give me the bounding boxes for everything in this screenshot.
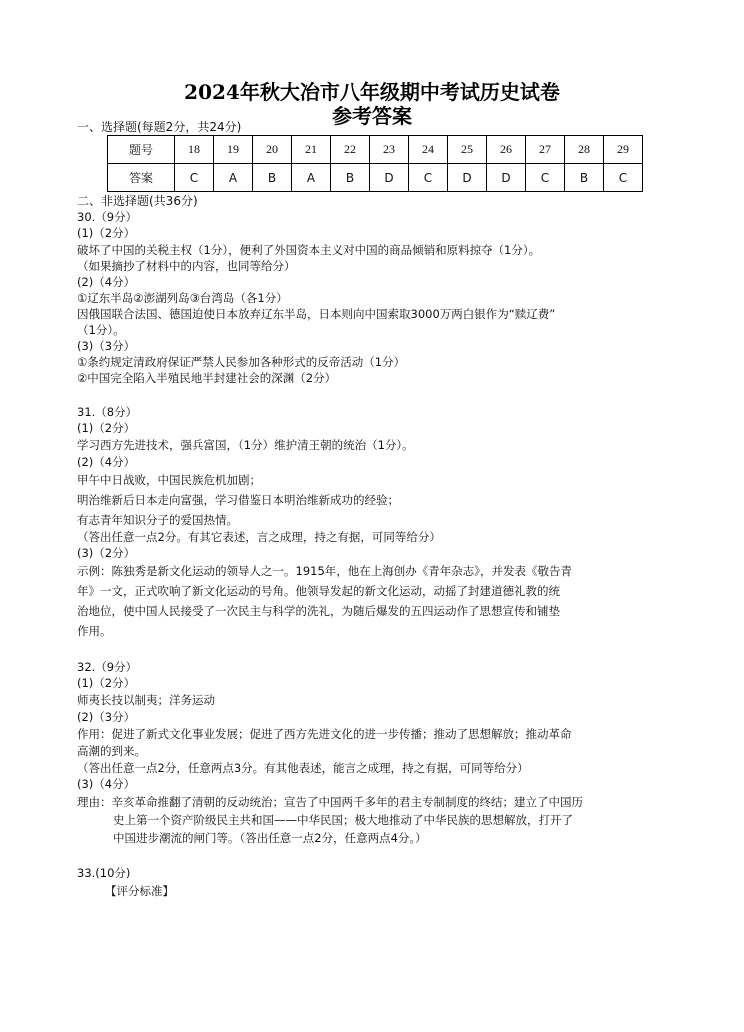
answer-cell: B — [253, 164, 292, 192]
answer-row — [108, 164, 643, 192]
section-1-heading: 一、选择题(每题2分，共24分) — [77, 120, 242, 134]
answer-cell: D — [448, 164, 487, 192]
question-number-row — [108, 136, 643, 164]
answer-line: 学习西方先进技术，强兵富国，（1分）维护清王朝的统治（1分）。 — [77, 438, 414, 452]
question-number: 22 — [331, 136, 370, 164]
answer-line: ②中国完全陷入半殖民地半封建社会的深渊（2分） — [77, 371, 337, 385]
answer-line: (2)（3分） — [77, 710, 136, 724]
answer-line: 因俄国联合法国、德国迫使日本放弃辽东半岛，日本则向中国索取3000万两白银作为“赎辽费” — [77, 307, 556, 321]
answer-line: 甲午中日战败，中国民族危机加剧； — [77, 473, 261, 487]
question-number: 20 — [253, 136, 292, 164]
row-header-answer: 答案 — [108, 164, 175, 192]
answer-table — [107, 135, 643, 192]
question-number: 21 — [292, 136, 331, 164]
exam-subtitle: 参考答案 — [332, 104, 412, 128]
question-number: 27 — [526, 136, 565, 164]
answer-line: (2)（4分） — [77, 455, 136, 469]
answer-line: (3)（4分） — [77, 777, 136, 791]
answer-line: (2)（4分） — [77, 275, 136, 289]
question-number: 29 — [604, 136, 643, 164]
question-number: 25 — [448, 136, 487, 164]
answer-line: 作用：促进了新式文化事业发展；促进了西方先进文化的进一步传播；推动了思想解放；推动革命 — [77, 727, 572, 741]
scoring-standard-label: 【评分标准】 — [105, 884, 174, 898]
answer-line: 有志青年知识分子的爱国热情。 — [77, 513, 238, 527]
answer-line: ①辽东半岛②澎湖列岛③台湾岛（各1分） — [77, 291, 288, 305]
answer-line: 示例：陈独秀是新文化运动的领导人之一。1915年，他在上海创办《青年杂志》，并发表《敬告青 — [77, 564, 573, 578]
answer-cell: B — [331, 164, 370, 192]
question-number: 26 — [487, 136, 526, 164]
section-2-heading: 二、非选择题(共36分) — [77, 194, 198, 208]
question-number: 19 — [214, 136, 253, 164]
answer-line: 师夷长技以制夷；洋务运动 — [77, 693, 215, 707]
answer-cell: A — [214, 164, 253, 192]
answer-line: （如果摘抄了材料中的内容，也同等给分） — [77, 259, 296, 273]
answer-line: （答出任意一点2分，任意两点3分。有其他表述，能言之成理，持之有据，可同等给分） — [77, 761, 529, 775]
question-number: 24 — [409, 136, 448, 164]
answer-cell: A — [292, 164, 331, 192]
question-heading: 30.（9分） — [77, 210, 138, 224]
answer-line: 明治维新后日本走向富强，学习借鉴日本明治维新成功的经验； — [77, 493, 399, 507]
answer-line: (1)（2分） — [77, 226, 136, 240]
answer-line: 史上第一个资产阶级民主共和国——中华民国；极大地推动了中华民族的思想解放，打开了 — [113, 813, 573, 827]
answer-line: 破坏了中国的关税主权（1分），便利了外国资本主义对中国的商品倾销和原料掠夺（1分）。 — [77, 243, 541, 257]
answer-cell: C — [409, 164, 448, 192]
answer-line: 高潮的到来。 — [77, 744, 146, 758]
answer-line: （答出任意一点2分。有其它表述，言之成理，持之有据，可同等给分） — [77, 530, 441, 544]
answer-line: 中国进步潮流的闸门等。（答出任意一点2分，任意两点4分。） — [113, 831, 427, 845]
question-number: 18 — [175, 136, 214, 164]
answer-cell: D — [370, 164, 409, 192]
question-heading: 33.(10分) — [77, 866, 131, 880]
answer-cell: C — [604, 164, 643, 192]
answer-line: ①条约规定清政府保证严禁人民参加各种形式的反帝活动（1分） — [77, 355, 406, 369]
answer-cell: D — [487, 164, 526, 192]
answer-cell: C — [526, 164, 565, 192]
question-number: 28 — [565, 136, 604, 164]
answer-line: （1分）。 — [77, 323, 125, 337]
answer-line: 治地位，使中国人民接受了一次民主与科学的洗礼，为随后爆发的五四运动作了思想宣传和铺垫 — [77, 604, 560, 618]
question-heading: 32.（9分） — [77, 660, 138, 674]
answer-cell: C — [175, 164, 214, 192]
answer-line: 年》一文，正式吹响了新文化运动的号角。他领导发起的新文化运动，动摇了封建道德礼教的统 — [77, 584, 560, 598]
question-heading: 31.（8分） — [77, 405, 138, 419]
answer-line: 理由：辛亥革命推翻了清朝的反动统治；宣告了中国两千多年的君主专制制度的终结；建立了中国历 — [77, 795, 583, 809]
answer-line: (3)（2分） — [77, 546, 136, 560]
row-header-number: 题号 — [108, 136, 175, 164]
answer-line: (3)（3分） — [77, 339, 136, 353]
answer-cell: B — [565, 164, 604, 192]
answer-line: (1)（2分） — [77, 421, 136, 435]
answer-line: 作用。 — [77, 624, 112, 638]
question-number: 23 — [370, 136, 409, 164]
answer-line: (1)（2分） — [77, 676, 136, 690]
exam-title: 2024年秋大冶市八年级期中考试历史试卷 — [184, 80, 560, 104]
